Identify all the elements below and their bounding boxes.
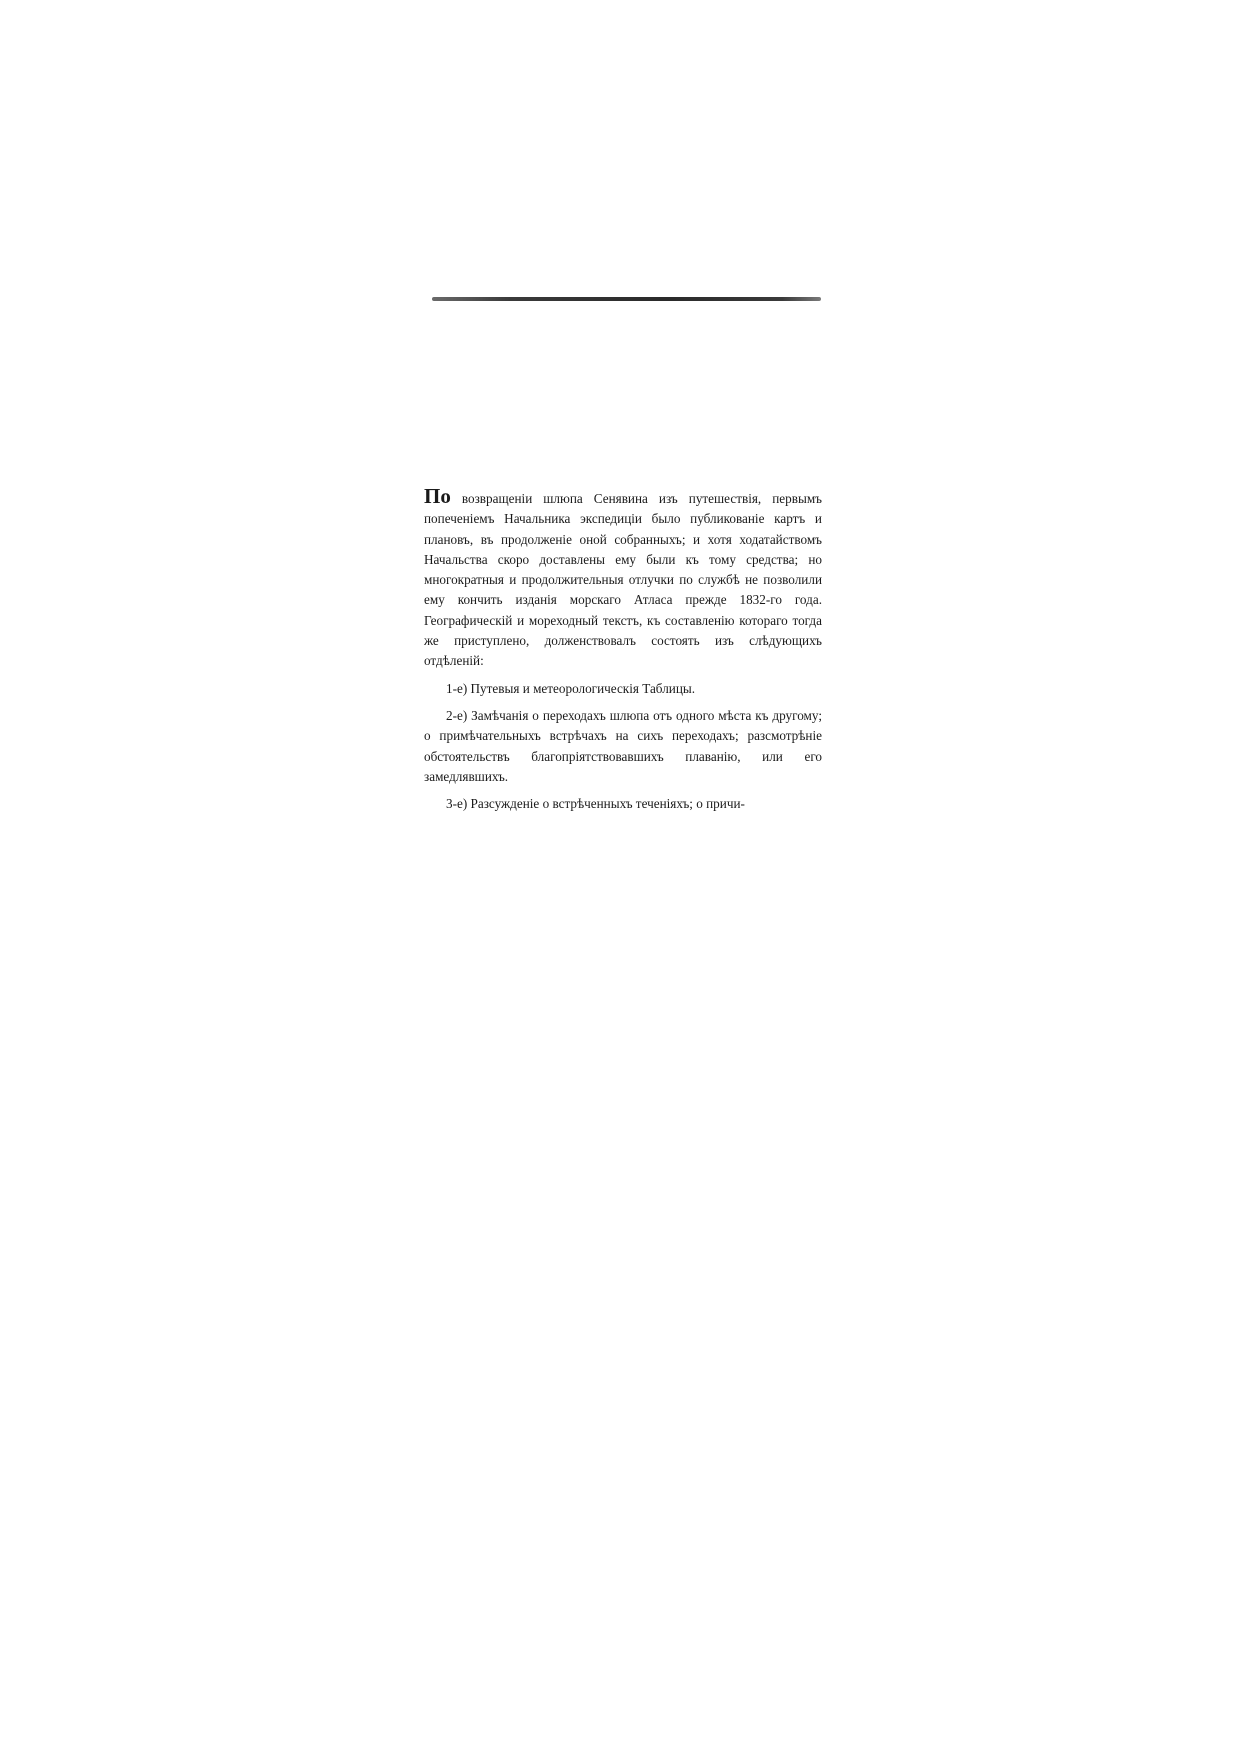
list-item-2: 2-е) Замѣчанія о переходахъ шлюпа отъ одного мѣста къ другому; о примѣчательныхъ встрѣчахъ на сихъ переходахъ; разсмотрѣніе обстоятельствъ благопріятствовавшихъ плаванію, или его замедлявшихъ. [424, 707, 822, 784]
header-rule [432, 297, 821, 301]
list-item-3: 3-е) Разсужденіе о встрѣченныхъ теченіяхъ; о причи- [446, 796, 745, 812]
list-item-1: 1-е) Путевыя и метеорологическія Таблицы. [446, 680, 696, 696]
intro-paragraph [424, 486, 822, 672]
drop-cap: По [424, 484, 451, 508]
intro-paragraph-text: возвращеніи шлюпа Сенявина изъ путешествія, первымъ попеченіемъ Начальника экспедиціи было публикованіе картъ и плановъ, въ продолженіе оной собранныхъ; и хотя ходатайствомъ Начальства скоро доставлены ему были къ тому средства; но многократныя и продолжительныя отлучки по службѣ не позволили ему кончить изданія морскаго Атласа прежде 1832-го года. Географическій и мореходный текстъ, къ составленію котораго тогда же приступлено, долженствовалъ состоять изъ слѣдующихъ отдѣленій: [424, 491, 822, 669]
body-text [424, 486, 822, 814]
